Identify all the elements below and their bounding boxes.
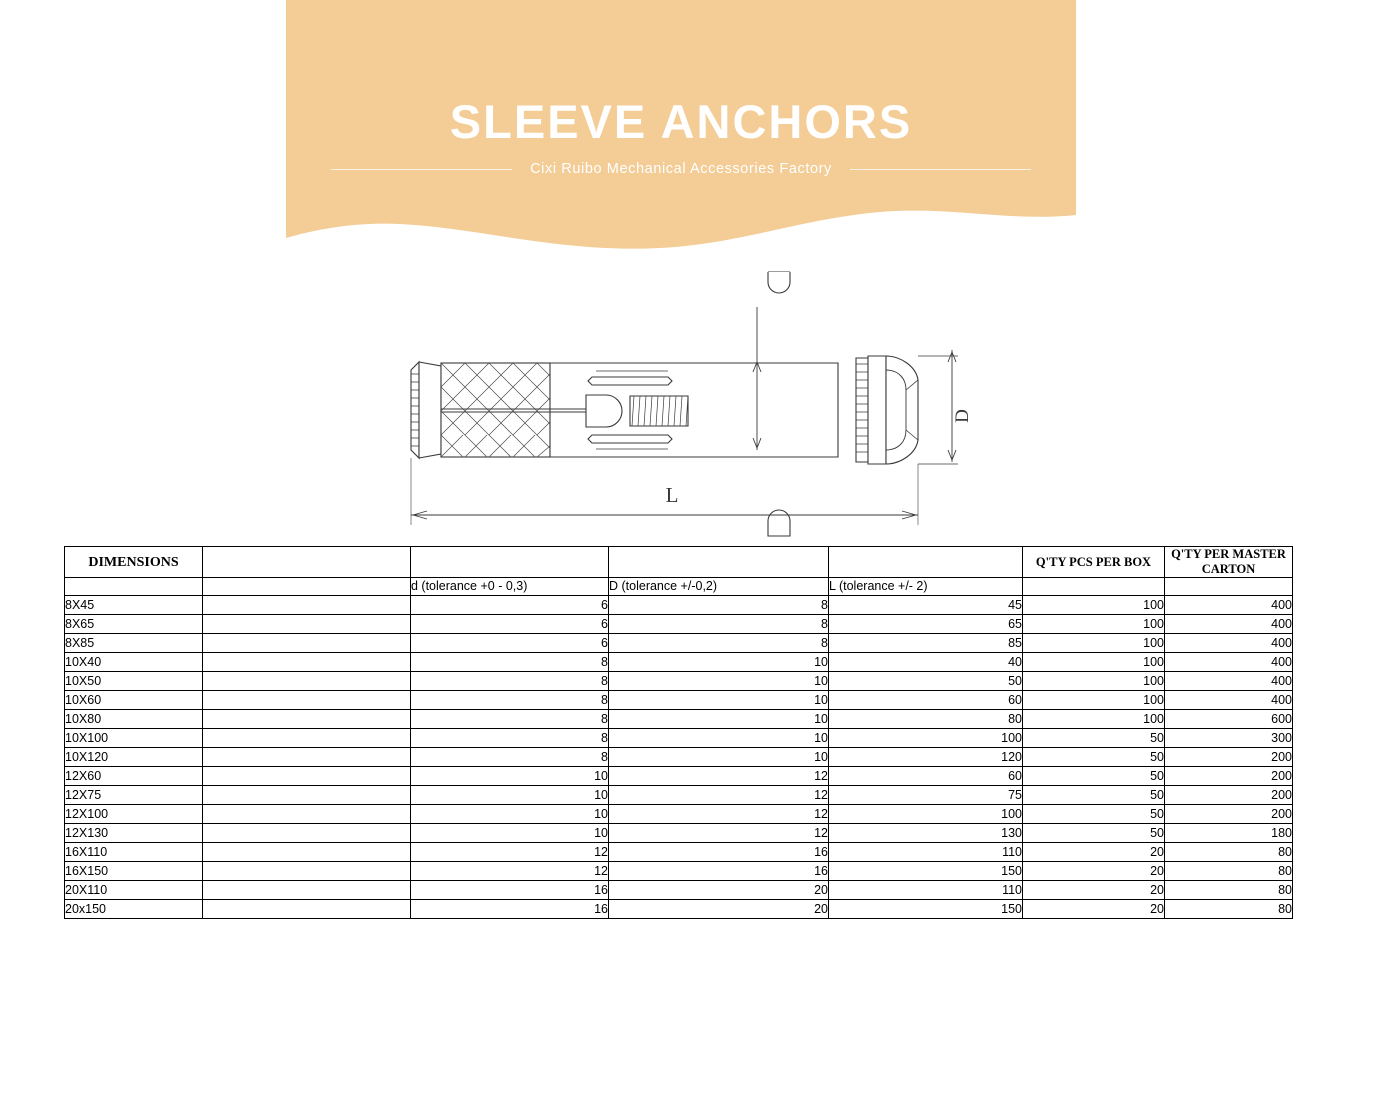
table-row <box>65 786 1293 805</box>
cell-qty-per-carton: 600 <box>1165 710 1293 729</box>
cell-L: 110 <box>829 843 1023 862</box>
cell-blank <box>203 900 411 919</box>
cell-L: 60 <box>829 767 1023 786</box>
cell-d: 12 <box>411 843 609 862</box>
table-row <box>65 710 1293 729</box>
specification-table <box>64 546 1293 919</box>
cell-blank <box>203 729 411 748</box>
cell-d: 16 <box>411 900 609 919</box>
cell-d: 8 <box>411 729 609 748</box>
cell-D: 20 <box>609 881 829 900</box>
cell-dimension: 8X45 <box>65 596 203 615</box>
banner-rule-left <box>331 169 512 170</box>
cell-blank <box>203 710 411 729</box>
cell-qty-per-carton: 300 <box>1165 729 1293 748</box>
banner-subtitle-row <box>331 161 1031 177</box>
cell-L: 150 <box>829 862 1023 881</box>
header-blank-2 <box>411 547 609 578</box>
table-header-row <box>65 547 1293 578</box>
tolerance-c6 <box>1023 578 1165 596</box>
cell-dimension: 10X100 <box>65 729 203 748</box>
cell-qty-per-carton: 400 <box>1165 653 1293 672</box>
cell-qty-per-carton: 200 <box>1165 786 1293 805</box>
cell-qty-per-box: 100 <box>1023 596 1165 615</box>
cell-qty-per-carton: 80 <box>1165 862 1293 881</box>
tolerance-row-group <box>65 578 1293 596</box>
table-row <box>65 805 1293 824</box>
cell-qty-per-box: 50 <box>1023 786 1165 805</box>
cell-blank <box>203 805 411 824</box>
cell-qty-per-box: 100 <box>1023 615 1165 634</box>
cell-L: 85 <box>829 634 1023 653</box>
cell-dimension: 10X80 <box>65 710 203 729</box>
product-technical-drawing <box>0 250 1376 545</box>
cell-dimension: 16X150 <box>65 862 203 881</box>
cell-d: 6 <box>411 615 609 634</box>
cell-blank <box>203 653 411 672</box>
cell-d: 6 <box>411 634 609 653</box>
cell-dimension: 10X120 <box>65 748 203 767</box>
cell-L: 110 <box>829 881 1023 900</box>
cell-qty-per-carton: 400 <box>1165 634 1293 653</box>
cell-d: 10 <box>411 786 609 805</box>
cell-d: 8 <box>411 710 609 729</box>
cell-L: 150 <box>829 900 1023 919</box>
cell-qty-per-box: 20 <box>1023 900 1165 919</box>
cell-blank <box>203 843 411 862</box>
cell-dimension: 20X110 <box>65 881 203 900</box>
cell-L: 130 <box>829 824 1023 843</box>
cell-dimension: 20x150 <box>65 900 203 919</box>
table-row <box>65 653 1293 672</box>
table-row <box>65 900 1293 919</box>
cell-D: 10 <box>609 729 829 748</box>
specification-table-wrap <box>64 546 1292 919</box>
cell-L: 45 <box>829 596 1023 615</box>
cell-blank <box>203 672 411 691</box>
cell-D: 10 <box>609 691 829 710</box>
banner-rule-right <box>850 169 1031 170</box>
cell-d: 8 <box>411 748 609 767</box>
cell-d: 8 <box>411 672 609 691</box>
cell-D: 8 <box>609 634 829 653</box>
cell-qty-per-carton: 200 <box>1165 805 1293 824</box>
cell-qty-per-box: 50 <box>1023 748 1165 767</box>
table-row <box>65 843 1293 862</box>
page-banner <box>0 0 1376 260</box>
cell-L: 75 <box>829 786 1023 805</box>
cell-L: 50 <box>829 672 1023 691</box>
cell-dimension: 16X110 <box>65 843 203 862</box>
cell-blank <box>203 615 411 634</box>
cell-D: 8 <box>609 596 829 615</box>
tolerance-d: d (tolerance +0 - 0,3) <box>411 578 609 596</box>
cell-D: 12 <box>609 805 829 824</box>
cell-D: 12 <box>609 767 829 786</box>
cell-qty-per-box: 100 <box>1023 653 1165 672</box>
table-row <box>65 672 1293 691</box>
cell-qty-per-carton: 400 <box>1165 615 1293 634</box>
cell-qty-per-box: 100 <box>1023 634 1165 653</box>
dimension-label-L: L <box>665 483 679 507</box>
cell-dimension: 12X75 <box>65 786 203 805</box>
cell-dimension: 10X60 <box>65 691 203 710</box>
header-qty-per-box: Q'TY PCS PER BOX <box>1023 547 1165 578</box>
cell-qty-per-box: 100 <box>1023 691 1165 710</box>
cell-blank <box>203 881 411 900</box>
company-name: Cixi Ruibo Mechanical Accessories Factory <box>530 161 832 177</box>
cell-blank <box>203 596 411 615</box>
cell-d: 8 <box>411 653 609 672</box>
cell-qty-per-box: 20 <box>1023 862 1165 881</box>
cell-qty-per-carton: 200 <box>1165 767 1293 786</box>
page-title: SLEEVE ANCHORS <box>449 95 913 148</box>
cell-dimension: 12X100 <box>65 805 203 824</box>
cell-dimension: 8X65 <box>65 615 203 634</box>
cell-qty-per-carton: 400 <box>1165 691 1293 710</box>
table-row <box>65 767 1293 786</box>
cell-L: 100 <box>829 729 1023 748</box>
table-row <box>65 691 1293 710</box>
cell-qty-per-carton: 80 <box>1165 843 1293 862</box>
cell-qty-per-box: 50 <box>1023 767 1165 786</box>
table-row <box>65 729 1293 748</box>
cell-dimension: 12X60 <box>65 767 203 786</box>
cell-D: 10 <box>609 653 829 672</box>
header-dimensions: DIMENSIONS <box>65 547 203 578</box>
anchor-drawing-svg <box>0 250 1376 545</box>
header-blank-1 <box>203 547 411 578</box>
table-row <box>65 596 1293 615</box>
tolerance-L: L (tolerance +/- 2) <box>829 578 1023 596</box>
cell-qty-per-box: 20 <box>1023 881 1165 900</box>
cell-d: 10 <box>411 767 609 786</box>
tolerance-c1 <box>65 578 203 596</box>
cell-dimension: 10X50 <box>65 672 203 691</box>
cell-dimension: 12X130 <box>65 824 203 843</box>
header-blank-3 <box>609 547 829 578</box>
table-row <box>65 881 1293 900</box>
cell-D: 12 <box>609 786 829 805</box>
cell-qty-per-box: 50 <box>1023 729 1165 748</box>
cell-blank <box>203 691 411 710</box>
cell-L: 80 <box>829 710 1023 729</box>
tolerance-c7 <box>1165 578 1293 596</box>
cell-qty-per-box: 20 <box>1023 843 1165 862</box>
cell-D: 16 <box>609 862 829 881</box>
dimension-label-D: D <box>952 409 973 423</box>
cell-D: 16 <box>609 843 829 862</box>
cell-L: 120 <box>829 748 1023 767</box>
cell-d: 10 <box>411 805 609 824</box>
tolerance-row <box>65 578 1293 596</box>
table-row <box>65 634 1293 653</box>
cell-d: 6 <box>411 596 609 615</box>
cell-L: 100 <box>829 805 1023 824</box>
cell-qty-per-carton: 80 <box>1165 881 1293 900</box>
cell-qty-per-carton: 200 <box>1165 748 1293 767</box>
cell-dimension: 10X40 <box>65 653 203 672</box>
cell-qty-per-carton: 400 <box>1165 596 1293 615</box>
cell-d: 12 <box>411 862 609 881</box>
cell-blank <box>203 862 411 881</box>
header-blank-4 <box>829 547 1023 578</box>
cell-qty-per-box: 50 <box>1023 824 1165 843</box>
cell-D: 12 <box>609 824 829 843</box>
cell-blank <box>203 748 411 767</box>
table-row <box>65 824 1293 843</box>
cell-L: 60 <box>829 691 1023 710</box>
cell-D: 10 <box>609 710 829 729</box>
table-row <box>65 862 1293 881</box>
cell-blank <box>203 786 411 805</box>
tolerance-D: D (tolerance +/-0,2) <box>609 578 829 596</box>
cell-qty-per-carton: 400 <box>1165 672 1293 691</box>
cell-d: 10 <box>411 824 609 843</box>
cell-D: 10 <box>609 748 829 767</box>
cell-D: 10 <box>609 672 829 691</box>
cell-qty-per-carton: 180 <box>1165 824 1293 843</box>
tolerance-c2 <box>203 578 411 596</box>
cell-qty-per-box: 100 <box>1023 672 1165 691</box>
cell-qty-per-box: 50 <box>1023 805 1165 824</box>
cell-blank <box>203 634 411 653</box>
table-row <box>65 748 1293 767</box>
table-body <box>65 596 1293 919</box>
cell-qty-per-carton: 80 <box>1165 900 1293 919</box>
cell-D: 20 <box>609 900 829 919</box>
cell-L: 40 <box>829 653 1023 672</box>
table-row <box>65 615 1293 634</box>
cell-dimension: 8X85 <box>65 634 203 653</box>
cell-blank <box>203 824 411 843</box>
cell-d: 16 <box>411 881 609 900</box>
cell-L: 65 <box>829 615 1023 634</box>
header-qty-per-master-carton: Q'TY PER MASTER CARTON <box>1165 547 1293 578</box>
banner-text-block <box>286 0 1076 250</box>
cell-D: 8 <box>609 615 829 634</box>
cell-qty-per-box: 100 <box>1023 710 1165 729</box>
cell-blank <box>203 767 411 786</box>
cell-d: 8 <box>411 691 609 710</box>
